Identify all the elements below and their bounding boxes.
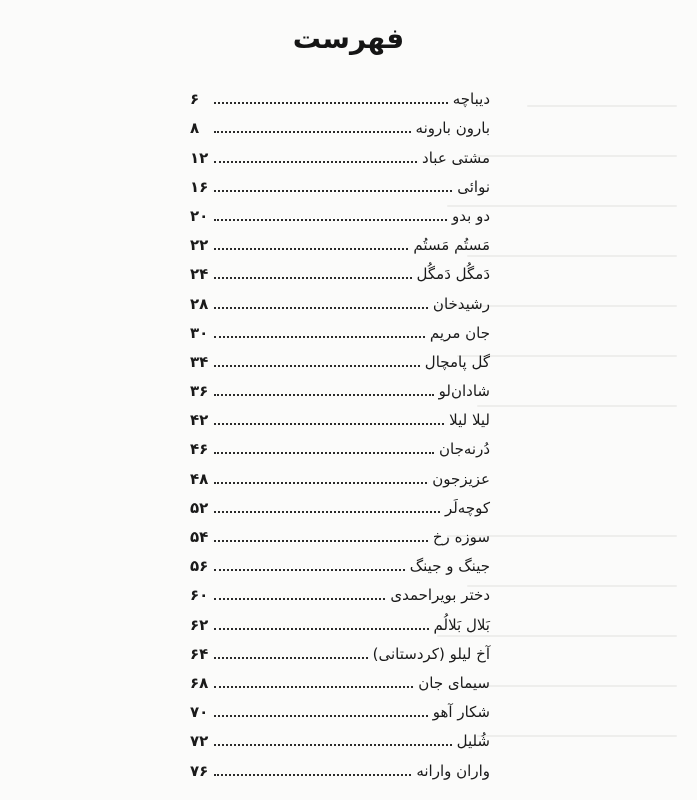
show-through-line [467, 255, 677, 257]
toc-page-number: ۴۲ [190, 411, 209, 430]
toc-entry [190, 314, 490, 343]
show-through-line [477, 735, 677, 737]
dot-leader [214, 657, 368, 659]
toc-entry-title: نوائی [457, 177, 490, 196]
toc-entry-title: جان مریم [429, 323, 490, 342]
toc-page-number: ۴۸ [190, 469, 209, 488]
dot-leader [214, 540, 428, 542]
toc-entry [190, 635, 490, 664]
dot-leader [214, 365, 420, 367]
toc-page-number: ۷۲ [190, 732, 209, 751]
toc-entry-title: دختر بویراحمدی [390, 586, 490, 605]
table-of-contents [190, 80, 490, 781]
toc-entry-title: مشتی عباد [422, 148, 490, 167]
toc-entry [190, 343, 490, 372]
toc-entry-title: گل پامچال [424, 352, 490, 371]
dot-leader [214, 598, 385, 600]
toc-page-number: ۵۴ [190, 528, 209, 546]
page-title: فهرست [292, 22, 405, 55]
dot-leader [214, 102, 448, 104]
toc-page-number: ۳۰ [190, 323, 209, 342]
dot-leader [214, 248, 408, 250]
dot-leader [214, 482, 427, 484]
toc-entry [190, 80, 490, 109]
toc-entry [190, 693, 490, 722]
toc-entry [190, 284, 490, 313]
toc-entry [190, 226, 490, 255]
toc-entry-title: رشیدخان [432, 294, 490, 313]
toc-entry-title: سیمای جان [418, 673, 490, 692]
toc-page-number: ۶۸ [190, 673, 209, 692]
toc-page-number: ۲۰ [190, 206, 209, 225]
toc-entry-title: شُلیل [456, 732, 490, 751]
toc-page-number: ۵۲ [190, 498, 209, 517]
toc-entry [190, 401, 490, 430]
toc-entry-title: دیباچه [452, 90, 490, 109]
dot-leader [214, 219, 447, 221]
dot-leader [214, 715, 428, 717]
dot-leader [214, 452, 434, 454]
toc-entry [190, 255, 490, 284]
toc-entry-title: دُرنه‌جان [439, 440, 490, 459]
toc-entry [190, 722, 490, 751]
dot-leader [214, 394, 434, 396]
toc-entry [190, 518, 490, 547]
toc-page-number: ۱۶ [190, 177, 209, 196]
toc-entry [190, 489, 490, 518]
toc-entry [190, 664, 490, 693]
toc-entry-title: واران وارانه [416, 761, 490, 780]
show-through-line [457, 355, 677, 357]
toc-page-number: ۴۶ [190, 440, 209, 459]
dot-leader [214, 628, 429, 630]
toc-entry-title: سوزه رخ [432, 528, 490, 546]
toc-page-number: ۸ [190, 119, 200, 138]
dot-leader [214, 277, 412, 279]
toc-entry [190, 168, 490, 197]
toc-entry-title: آخ لیلو (کردستانی) [372, 644, 490, 663]
show-through-line [477, 405, 677, 407]
toc-entry [190, 547, 490, 576]
toc-entry-title: بارون بارونه [415, 119, 490, 138]
toc-page-number: ۲۸ [190, 294, 209, 313]
toc-entry-title: عزیزجون [432, 469, 490, 488]
dot-leader [214, 774, 411, 776]
toc-page-number: ۷۶ [190, 761, 209, 780]
dot-leader [214, 307, 428, 309]
toc-entry-title: جینگ و جینگ [409, 557, 490, 576]
toc-entry-title: بَلال بَلالُم [433, 615, 490, 634]
dot-leader [214, 336, 425, 338]
show-through-line [467, 585, 677, 587]
dot-leader [214, 190, 452, 192]
show-through-line [457, 685, 677, 687]
toc-entry [190, 138, 490, 167]
toc-entry [190, 459, 490, 488]
dot-leader [214, 511, 440, 513]
toc-entry [190, 605, 490, 634]
toc-entry-title: دو بدو [452, 206, 490, 225]
toc-page-number: ۲۴ [190, 265, 209, 284]
toc-page-number: ۲۲ [190, 236, 209, 255]
dot-leader [214, 131, 411, 133]
toc-page-number: ۵۶ [190, 557, 209, 576]
toc-entry [190, 372, 490, 401]
toc-entry [190, 197, 490, 226]
show-through-line [477, 155, 677, 157]
toc-page-number: ۷۰ [190, 703, 209, 722]
toc-page-number: ۳۴ [190, 352, 209, 371]
toc-page-number: ۶۰ [190, 586, 209, 605]
toc-entry-title: شادان‌لو [438, 382, 490, 401]
toc-entry-title: لیلا لیلا [449, 411, 490, 430]
toc-page-number: ۳۶ [190, 382, 209, 401]
dot-leader [214, 423, 444, 425]
dot-leader [214, 744, 452, 746]
toc-entry-title: شکار آهو [432, 703, 490, 722]
toc-entry-title: مَستُم مَستُم [413, 236, 490, 255]
dot-leader [214, 161, 417, 163]
dot-leader [214, 569, 405, 571]
toc-entry [190, 576, 490, 605]
toc-entry [190, 109, 490, 138]
toc-page-number: ۱۲ [190, 148, 209, 167]
toc-page-number: ۶۲ [190, 615, 209, 634]
toc-page-number: ۶ [190, 90, 200, 109]
dot-leader [214, 686, 413, 688]
toc-entry [190, 751, 490, 780]
toc-entry [190, 430, 490, 459]
toc-page-number: ۶۴ [190, 644, 209, 663]
show-through-line [527, 105, 677, 107]
toc-entry-title: دَمگُل دَمگُل [416, 265, 490, 284]
toc-entry-title: کوچه‌لَر [444, 498, 490, 517]
